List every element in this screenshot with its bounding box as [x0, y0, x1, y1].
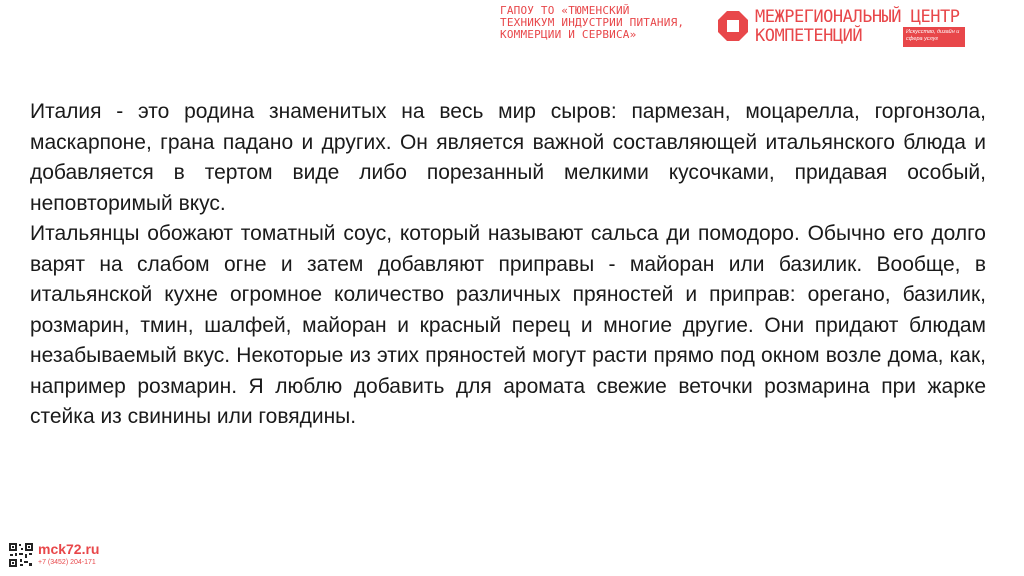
footer — [8, 540, 148, 570]
phone-number: +7 (3452) 204-171 — [38, 559, 96, 566]
organization-line: ТЕХНИКУМ ИНДУСТРИИ ПИТАНИЯ, — [500, 16, 685, 29]
mck-logo-icon — [717, 10, 749, 42]
paragraph: Итальянцы обожают томатный соус, который называют сальса ди помодоро. Обычно его долго варят на слабом огне и затем добавляют приправы - майоран или базилик. Вообще, в итальянской кухне огромное количество различных пряностей и приправ: орегано, базилик, розмарин, тмин, шалфей, майоран и красный перец и многие другие. Они придают блюдам незабываемый вкус. Некоторые из этих пряностей могут расти прямо под окном возле дома, как, например розмарин. Я люблю добавить для аромата свежие веточки розмарина при жарке стейка из свинины или говядины. — [30, 222, 986, 428]
qr-code-icon — [8, 542, 34, 568]
brand-tagline: Искусство, дизайн и сфера услуг — [903, 27, 965, 47]
brand-title-line1: МЕЖРЕГИОНАЛЬНЫЙ ЦЕНТР — [755, 7, 960, 27]
organization-line: ГАПОУ ТО «ТЮМЕНСКИЙ — [500, 4, 630, 17]
paragraph: Италия - это родина знаменитых на весь мир сыров: пармезан, моцарелла, горгонзола, маскарпоне, грана падано и других. Он является важной составляющей итальянского блюда и добавляется в тертом виде либо порезанный мелкими кусочками, придавая особый, неповторимый вкус. — [30, 100, 986, 215]
site-link[interactable]: mck72.ru — [38, 541, 100, 557]
organization-line: КОММЕРЦИИ И СЕРВИСА» — [500, 28, 637, 41]
main-text — [30, 97, 986, 433]
organization-name — [500, 5, 715, 41]
brand-title-line2: КОМПЕТЕНЦИЙ — [755, 26, 863, 46]
brand-block — [717, 6, 1017, 48]
